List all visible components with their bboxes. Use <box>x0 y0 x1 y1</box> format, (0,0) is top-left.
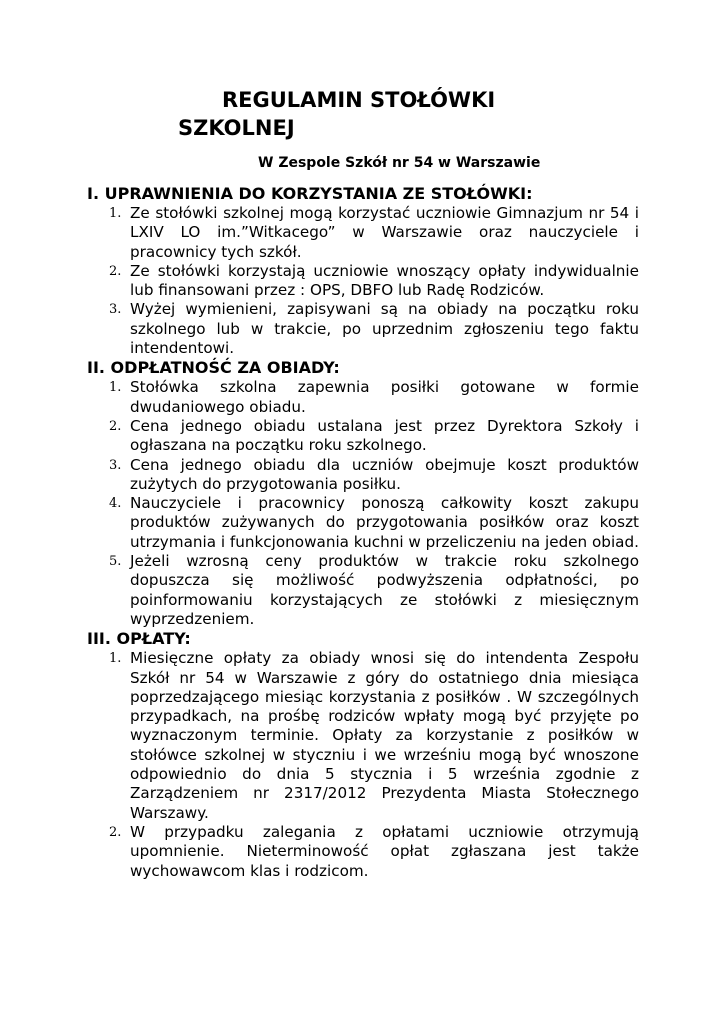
item-text: Cena jednego obiadu dla uczniów obejmuje koszt produktów zużytych do przygotowania posiłku. <box>130 455 639 493</box>
list-item <box>87 494 639 552</box>
item-text: Ze stołówki korzystają uczniowie wnoszący opłaty indywidualnie lub finansowani przez : OPS, DBFO lub Radę Rodziców. <box>130 261 639 300</box>
item-number: 3. <box>109 302 122 318</box>
item-text: Miesięczne opłaty za obiady wnosi się do intendenta Zespołu Szkół nr 54 w Warszawie z góry do ostatniego dnia miesiąca poprzedzającego miesiąc korzystania z posiłków . W szczególnych przypadkach, na prośbę rodziców wpłaty mogą być przyjęte po wyznaczonym terminie. Opłaty za korzystanie z posiłków w stołówce szkolnej w styczniu i we wrześniu mogą być wnoszone odpowiednio do dnia 5 stycznia i 5 września zgodnie z Zarządzeniem nr 2317/2012 Prezydenta Miasta Stołecznego Warszawy. <box>130 649 639 822</box>
item-number: 1. <box>109 651 122 667</box>
item-number: 1. <box>109 206 122 221</box>
document-body <box>87 184 639 881</box>
list-item <box>87 204 639 262</box>
list-item <box>87 456 639 495</box>
item-text: Wyżej wymienieni, zapisywani są na obiady na początku roku szkolnego lub w trakcie, po uprzednim zgłoszeniu tego faktu intendentowi. <box>130 300 639 358</box>
list-item <box>87 823 639 881</box>
section-list <box>87 378 639 629</box>
item-number: 3. <box>109 457 122 473</box>
list-item <box>87 649 639 823</box>
list-item <box>87 552 639 629</box>
item-number: 1. <box>109 380 122 396</box>
item-number: 2. <box>109 418 122 434</box>
section-heading: III. OPŁATY: <box>87 629 191 649</box>
item-text: Ze stołówki szkolnej mogą korzystać uczniowie Gimnazjum nr 54 i LXIV LO im.”Witkacego” w Warszawie oraz nauczyciele i pracownicy tych szkół. <box>130 204 639 261</box>
item-number: 2. <box>109 824 122 840</box>
item-text: Jeżeli wzrosną ceny produktów w trakcie roku szkolnego dopuszcza się możliwość podwyższenia odpłatności, po poinformowaniu korzystających ze stołówki z miesięcznym wyprzedzeniem. <box>130 552 639 628</box>
section-heading: II. ODPŁATNOŚĆ ZA OBIADY: <box>87 358 340 378</box>
list-item <box>87 262 639 301</box>
document-title: REGULAMIN STOŁÓWKI SZKOLNEJ <box>178 88 496 140</box>
item-text: W przypadku zalegania z opłatami uczniowie otrzymują upomnienie. Nieterminowość opłat zgłaszana jest także wychowawcom klas i rodzicom. <box>130 822 639 880</box>
item-number: 2. <box>109 263 122 279</box>
item-text: Nauczyciele i pracownicy ponoszą całkowity koszt zakupu produktów zużywanych do przygotowania posiłków oraz koszt utrzymania i funkcjonowania kuchni w przeliczeniu na jeden obiad. <box>130 494 639 551</box>
item-number: 4. <box>109 496 122 512</box>
section-list <box>87 649 639 881</box>
list-item <box>87 378 639 417</box>
item-number: 5. <box>109 554 122 570</box>
section-list <box>87 204 639 358</box>
list-item <box>87 417 639 456</box>
item-text: Stołówka szkolna zapewnia posiłki gotowane w formie dwudaniowego obiadu. <box>130 378 639 416</box>
list-item <box>87 300 639 358</box>
document-subtitle: W Zespole Szkół nr 54 w Warszawie <box>258 155 541 171</box>
item-text: Cena jednego obiadu ustalana jest przez Dyrektora Szkoły i ogłaszana na początku roku szkolnego. <box>130 416 639 455</box>
section-heading: I. UPRAWNIENIA DO KORZYSTANIA ZE STOŁÓWKI: <box>87 184 533 203</box>
